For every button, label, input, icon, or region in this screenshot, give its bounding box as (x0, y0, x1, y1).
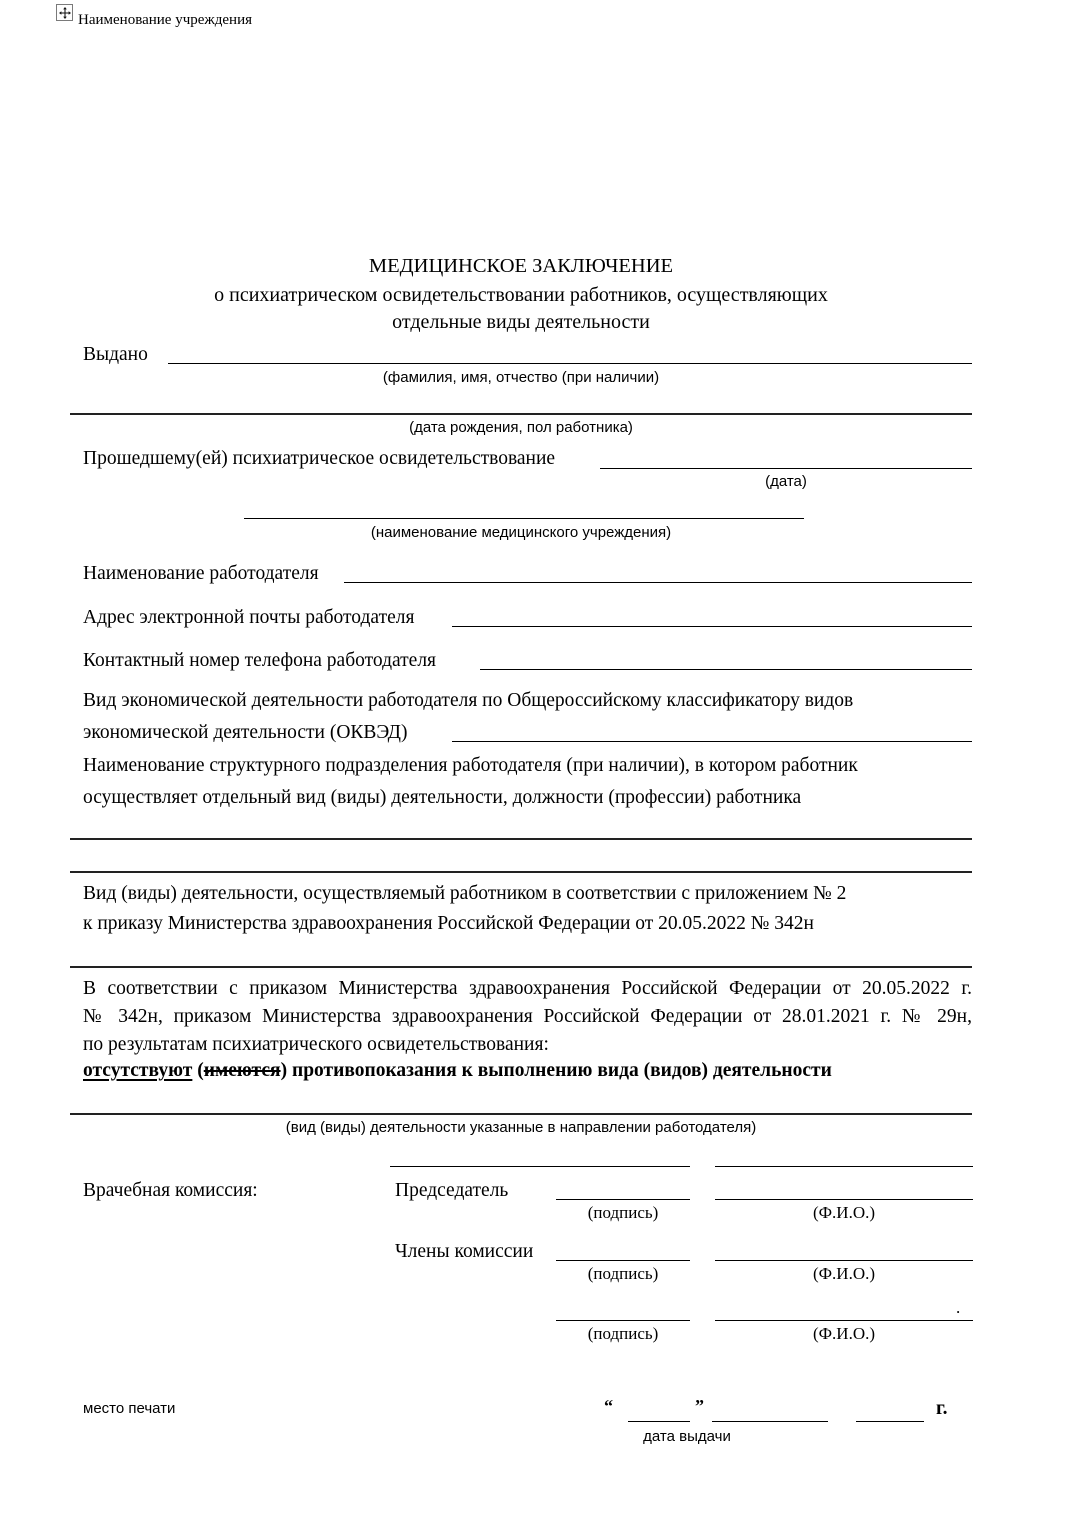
phone-fill-line[interactable] (480, 669, 972, 670)
chairman-top-sign-line[interactable] (390, 1166, 690, 1167)
institution-note: Наименование учреждения (78, 12, 253, 28)
chairman-label: Председатель (395, 1180, 509, 1201)
member1-fio-line[interactable] (715, 1260, 973, 1261)
issued-fill-line[interactable] (168, 363, 972, 364)
conclusion-line2: № 342н, приказом Министерства здравоохранения Российской Федерации от 28.01.2021 г. № 29н, (83, 1006, 972, 1027)
conclusion-line3: по результатам психиатрического освидетельствования: (83, 1034, 549, 1055)
year-suffix: г. (936, 1398, 948, 1419)
member2-fio-caption: (Ф.И.О.) (812, 1324, 876, 1343)
issued-label: Выдано (83, 344, 148, 365)
page-subtitle-2: отдельные виды деятельности (392, 311, 650, 333)
move-handle-icon[interactable] (56, 4, 73, 21)
okved-fill-line[interactable] (452, 741, 972, 742)
division-label-line1: Наименование структурного подразделения работодателя (при наличии), в котором работник (83, 755, 858, 776)
okved-label-line1: Вид экономической деятельности работодателя по Общероссийскому классификатору видов (83, 690, 854, 711)
birth-fill-line[interactable] (70, 413, 972, 415)
result-absent-word: отсутствуют (83, 1060, 193, 1081)
med-org-caption: (наименование медицинского учреждения) (370, 524, 672, 541)
close-quote: ” (695, 1396, 704, 1416)
issue-year-fill-line[interactable] (856, 1421, 924, 1422)
division-label-line2: осуществляет отдельный вид (виды) деятельности, должности (профессии) работника (83, 787, 802, 808)
exam-date-fill-line[interactable] (600, 468, 972, 469)
member2-sign-line[interactable] (556, 1320, 690, 1321)
stamp-place-label: место печати (83, 1400, 176, 1417)
chairman-sign-line[interactable] (556, 1199, 690, 1200)
result-rest-text: противопоказания к выполнению вида (видов) деятельности (291, 1060, 832, 1081)
activity-kind-fill-line[interactable] (70, 1113, 972, 1115)
med-org-fill-line[interactable] (244, 518, 804, 519)
okved-label-line2: экономической деятельности (ОКВЭД) (83, 722, 408, 743)
result-present-word: имеются (203, 1060, 281, 1081)
result-open-paren: ( (192, 1060, 204, 1081)
member2-fio-line[interactable] (715, 1320, 973, 1321)
conclusion-line1: В соответствии с приказом Министерства здравоохранения Российской Федерации от 20.05.2022 г. (83, 978, 972, 999)
phone-label: Контактный номер телефона работодателя (83, 650, 437, 671)
activity-kind-caption: (вид (виды) деятельности указанные в направлении работодателя) (285, 1119, 757, 1136)
employer-fill-line[interactable] (344, 582, 972, 583)
birth-caption: (дата рождения, пол работника) (409, 419, 633, 436)
commission-label: Врачебная комиссия: (83, 1180, 258, 1201)
member1-sign-caption: (подпись) (587, 1264, 659, 1283)
division-fill-line-2[interactable] (70, 871, 972, 873)
examined-label: Прошедшему(ей) психиатрическое освидетельствование (83, 448, 556, 469)
date-caption: (дата) (765, 473, 807, 490)
page-title: МЕДИЦИНСКОЕ ЗАКЛЮЧЕНИЕ (368, 255, 674, 277)
member1-sign-line[interactable] (556, 1260, 690, 1261)
four-arrows-icon (59, 7, 71, 19)
member1-fio-caption: (Ф.И.О.) (812, 1264, 876, 1283)
issue-date-caption: дата выдачи (643, 1428, 731, 1445)
division-fill-line-1[interactable] (70, 838, 972, 840)
activity-label-line1: Вид (виды) деятельности, осуществляемый работником в соответствии с приложением № 2 (83, 883, 847, 904)
member2-sign-caption: (подпись) (587, 1324, 659, 1343)
email-label: Адрес электронной почты работодателя (83, 607, 415, 628)
activity-fill-line[interactable] (70, 966, 972, 968)
activity-label-line2: к приказу Министерства здравоохранения Российской Федерации от 20.05.2022 № 342н (83, 913, 814, 934)
open-quote: “ (604, 1396, 613, 1416)
email-fill-line[interactable] (452, 626, 972, 627)
chairman-fio-caption: (Ф.И.О.) (812, 1203, 876, 1222)
chairman-sign-caption: (подпись) (587, 1203, 659, 1222)
conclusion-result (83, 1060, 832, 1082)
issue-day-fill-line[interactable] (628, 1421, 690, 1422)
stray-period: . (956, 1298, 961, 1317)
page-subtitle-1: о психиатрическом освидетельствовании работников, осуществляющих (214, 284, 828, 306)
employer-label: Наименование работодателя (83, 563, 319, 584)
chairman-top-fio-line[interactable] (715, 1166, 973, 1167)
fio-caption: (фамилия, имя, отчество (при наличии) (382, 369, 660, 386)
members-label: Члены комиссии (395, 1241, 534, 1262)
result-close-paren: ) (280, 1060, 292, 1081)
chairman-fio-line[interactable] (715, 1199, 973, 1200)
issue-month-fill-line[interactable] (712, 1421, 828, 1422)
